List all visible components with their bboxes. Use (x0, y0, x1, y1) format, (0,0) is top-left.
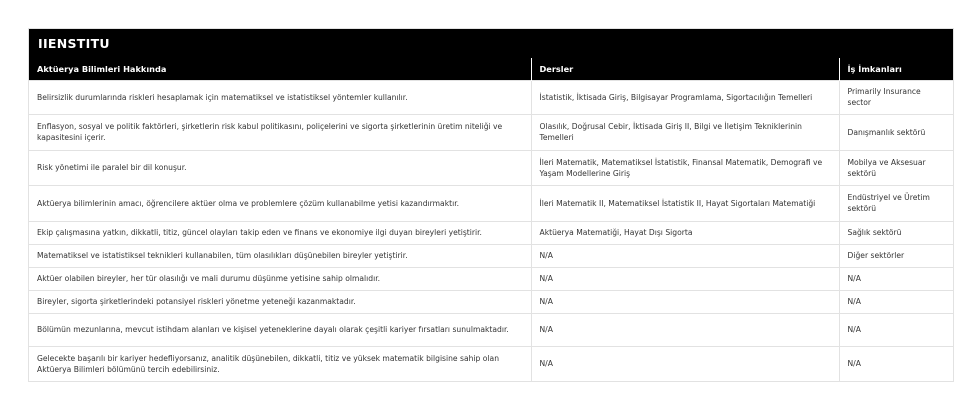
cell-jobs: N/A (839, 346, 953, 381)
brand-title: IIENSTITU (29, 29, 953, 58)
cell-courses: Aktüerya Matematiği, Hayat Dışı Sigorta (531, 221, 839, 244)
table-body (29, 80, 953, 381)
table-row (29, 185, 953, 221)
cell-about: Bölümün mezunlarına, mevcut istihdam alanları ve kişisel yeteneklerine dayalı olarak çeşitli kariyer fırsatları sunulmaktadır. (29, 313, 531, 346)
cell-jobs: Sağlık sektörü (839, 221, 953, 244)
cell-jobs: N/A (839, 290, 953, 313)
cell-courses: N/A (531, 244, 839, 267)
info-table (29, 58, 953, 381)
cell-courses: N/A (531, 313, 839, 346)
cell-about: Matematiksel ve istatistiksel teknikleri kullanabilen, tüm olasılıkları düşünebilen bireyler yetiştirir. (29, 244, 531, 267)
cell-about: Enflasyon, sosyal ve politik faktörleri, şirketlerin risk kabul politikasını, poliçelerini ve sigorta şirketlerinin üretim niteliği ve kapasitesini içerir. (29, 114, 531, 150)
cell-about: Bireyler, sigorta şirketlerindeki potansiyel riskleri yönetme yeteneği kazanmaktadır. (29, 290, 531, 313)
cell-courses: İstatistik, İktisada Giriş, Bilgisayar Programlama, Sigortacılığın Temelleri (531, 80, 839, 114)
table-row (29, 80, 953, 114)
cell-courses: İleri Matematik, Matematiksel İstatistik, Finansal Matematik, Demografi ve Yaşam Modellerine Giriş (531, 150, 839, 185)
cell-courses: Olasılık, Doğrusal Cebir, İktisada Giriş II, Bilgi ve İletişim Tekniklerinin Temelleri (531, 114, 839, 150)
table-row (29, 244, 953, 267)
cell-courses: N/A (531, 267, 839, 290)
table-row (29, 267, 953, 290)
table-row (29, 346, 953, 381)
cell-about: Gelecekte başarılı bir kariyer hedefliyorsanız, analitik düşünebilen, dikkatli, titiz ve yüksek matematik bilgisine sahip olan Aktüerya Bilimleri bölümünü tercih edebilirsiniz. (29, 346, 531, 381)
cell-jobs: Endüstriyel ve Üretim sektörü (839, 185, 953, 221)
cell-jobs: N/A (839, 313, 953, 346)
table-header (29, 58, 953, 80)
header-row (29, 58, 953, 80)
cell-jobs: Diğer sektörler (839, 244, 953, 267)
table-row (29, 114, 953, 150)
column-header-jobs: İş İmkanları (839, 58, 953, 80)
cell-about: Aktüer olabilen bireyler, her tür olasılığı ve mali durumu düşünme yetisine sahip olmalıdır. (29, 267, 531, 290)
cell-about: Belirsizlik durumlarında riskleri hesaplamak için matematiksel ve istatistiksel yöntemler kullanılır. (29, 80, 531, 114)
column-header-about: Aktüerya Bilimleri Hakkında (29, 58, 531, 80)
column-header-courses: Dersler (531, 58, 839, 80)
table-row (29, 221, 953, 244)
cell-jobs: Primarily Insurance sector (839, 80, 953, 114)
cell-courses: N/A (531, 346, 839, 381)
cell-jobs: N/A (839, 267, 953, 290)
cell-about: Aktüerya bilimlerinin amacı, öğrencilere aktüer olma ve problemlere çözüm kullanabilme yetisi kazandırmaktır. (29, 185, 531, 221)
cell-about: Risk yönetimi ile paralel bir dil konuşur. (29, 150, 531, 185)
cell-about: Ekip çalışmasına yatkın, dikkatli, titiz, güncel olayları takip eden ve finans ve ekonomiye ilgi duyan bireyleri yetiştirir. (29, 221, 531, 244)
table-card (28, 28, 954, 382)
cell-jobs: Mobilya ve Aksesuar sektörü (839, 150, 953, 185)
table-row (29, 313, 953, 346)
cell-jobs: Danışmanlık sektörü (839, 114, 953, 150)
cell-courses: İleri Matematik II, Matematiksel İstatistik II, Hayat Sigortaları Matematiği (531, 185, 839, 221)
cell-courses: N/A (531, 290, 839, 313)
table-row (29, 150, 953, 185)
table-row (29, 290, 953, 313)
